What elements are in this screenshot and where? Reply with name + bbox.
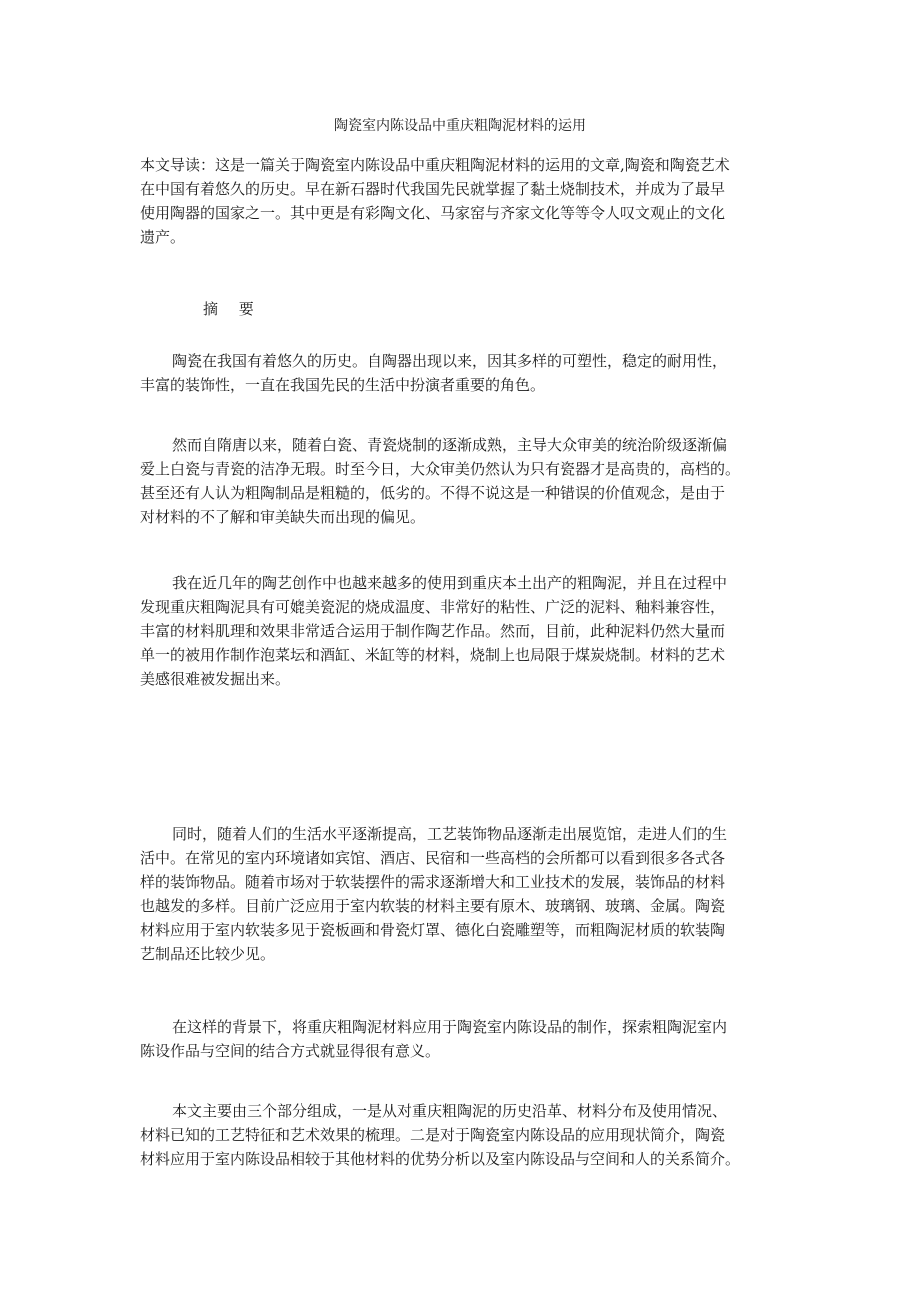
paragraph-line: 样的装饰物品。随着市场对于软装摆件的需求逐渐增大和工业技术的发展，装饰品的材料 — [140, 873, 726, 891]
paragraph-line: 单一的被用作制作泡菜坛和酒缸、米缸等的材料，烧制上也局限于煤炭烧制。材料的艺术 — [140, 646, 726, 664]
abstract-heading: 摘 要 — [203, 300, 262, 318]
intro-paragraph — [140, 153, 788, 249]
paragraph-4 — [140, 822, 788, 966]
paragraph-line: 活中。在常见的室内环境诸如宾馆、酒店、民宿和一些高档的会所都可以看到很多各式各 — [140, 849, 726, 867]
paragraph-line: 陶瓷在我国有着悠久的历史。自陶器出现以来，因其多样的可塑性，稳定的耐用性， — [172, 352, 728, 370]
paragraph-6 — [140, 1099, 788, 1171]
paragraph-line: 对材料的不了解和审美缺失而出现的偏见。 — [140, 508, 426, 526]
intro-line: 使用陶器的国家之一。其中更是有彩陶文化、马家窑与齐家文化等等令人叹文观止的文化 — [140, 204, 726, 222]
paragraph-1 — [140, 349, 788, 397]
paragraph-line: 本文主要由三个部分组成，一是从对重庆粗陶泥的历史沿革、材料分布及使用情况、 — [172, 1102, 728, 1120]
paragraph-line: 甚至还有人认为粗陶制品是粗糙的，低劣的。不得不说这是一种错误的价值观念，是由于 — [140, 484, 726, 502]
paragraph-line: 发现重庆粗陶泥具有可媲美瓷泥的烧成温度、非常好的粘性、广泛的泥料、釉料兼容性， — [140, 598, 726, 616]
paragraph-2 — [140, 433, 788, 529]
paragraph-line: 爱上白瓷与青瓷的洁净无瑕。时至今日，大众审美仍然认为只有瓷器才是高贵的，高档的。 — [140, 460, 741, 478]
paragraph-line: 材料已知的工艺特征和艺术效果的梳理。二是对于陶瓷室内陈设品的应用现状简介，陶瓷 — [140, 1126, 726, 1144]
paragraph-line: 美感很难被发掘出来。 — [140, 670, 291, 688]
paragraph-line: 也越发的多样。目前广泛应用于室内软装的材料主要有原木、玻璃钢、玻璃、金属。陶瓷 — [140, 897, 726, 915]
paragraph-line: 丰富的材料肌理和效果非常适合运用于制作陶艺作品。然而，目前，此种泥料仍然大量而 — [140, 622, 726, 640]
document-title: 陶瓷室内陈设品中重庆粗陶泥材料的运用 — [334, 118, 586, 134]
paragraph-5 — [140, 1015, 788, 1063]
paragraph-line: 丰富的装饰性，一直在我国先民的生活中扮演者重要的角色。 — [140, 376, 546, 394]
paragraph-line: 材料应用于室内软装多见于瓷板画和骨瓷灯罩、德化白瓷雕塑等，而粗陶泥材质的软装陶 — [140, 921, 726, 939]
paragraph-line: 然而自隋唐以来，随着白瓷、青瓷烧制的逐渐成熟，主导大众审美的统治阶级逐渐偏 — [172, 436, 728, 454]
paragraph-line: 材料应用于室内陈设品相较于其他材料的优势分析以及室内陈设品与空间和人的关系简介。 — [140, 1150, 741, 1168]
paragraph-line: 我在近几年的陶艺创作中也越来越多的使用到重庆本土出产的粗陶泥，并且在过程中 — [172, 574, 728, 592]
paragraph-3 — [140, 571, 788, 691]
intro-line: 在中国有着悠久的历史。早在新石器时代我国先民就掌握了黏土烧制技术，并成为了最早 — [140, 180, 726, 198]
intro-line: 本文导读：这是一篇关于陶瓷室内陈设品中重庆粗陶泥材料的运用的文章,陶瓷和陶瓷艺术 — [140, 156, 730, 174]
paragraph-line: 陈设作品与空间的结合方式就显得很有意义。 — [140, 1042, 441, 1060]
paragraph-line: 在这样的背景下，将重庆粗陶泥材料应用于陶瓷室内陈设品的制作，探索粗陶泥室内 — [172, 1018, 728, 1036]
paragraph-line: 艺制品还比较少见。 — [140, 945, 276, 963]
intro-line: 遗产。 — [140, 228, 186, 246]
paragraph-line: 同时，随着人们的生活水平逐渐提高，工艺装饰物品逐渐走出展览馆，走进人们的生 — [172, 825, 728, 843]
